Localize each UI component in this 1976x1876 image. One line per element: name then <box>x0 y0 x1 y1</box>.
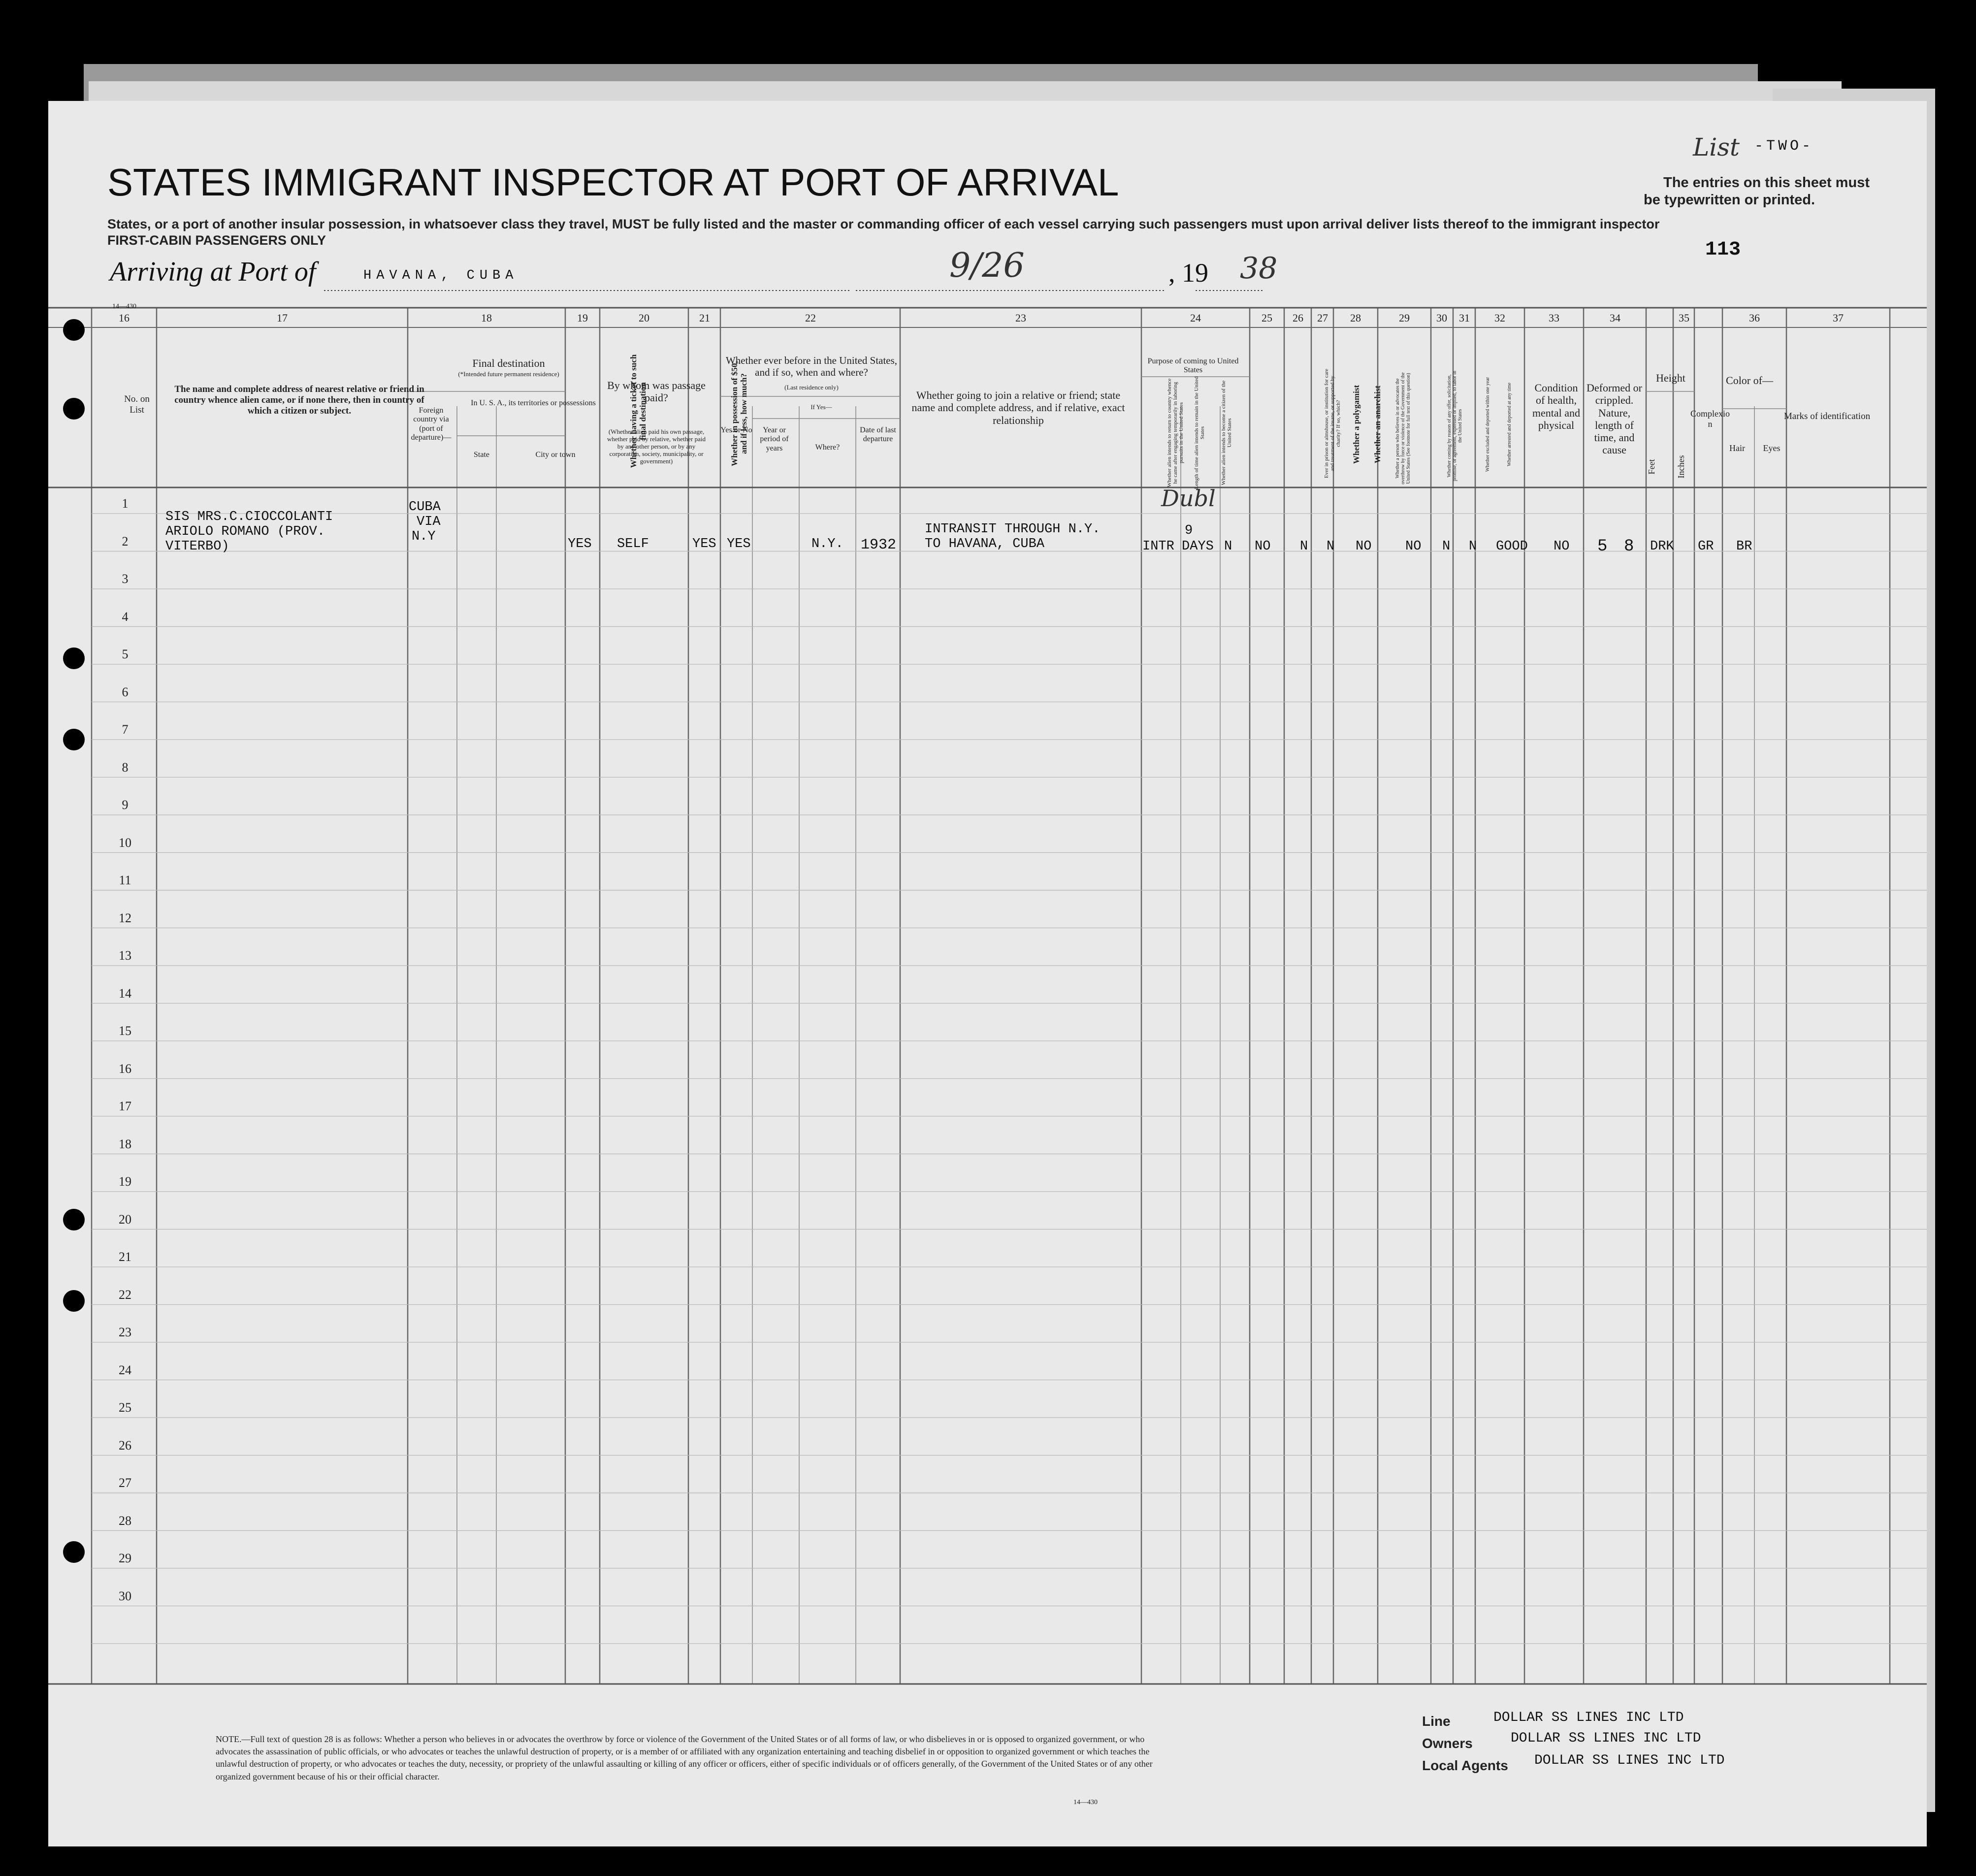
row-number: 11 <box>119 873 131 887</box>
entry-c22-where: N.Y. <box>811 537 843 551</box>
agents-label: Local Agents <box>1422 1758 1508 1773</box>
header-c36-title: Color of— <box>1726 374 1773 387</box>
column-number: 19 <box>577 312 588 324</box>
row-number: 14 <box>119 986 131 1001</box>
list-label: List <box>1693 133 1740 162</box>
punch-hole <box>63 647 85 669</box>
entry-c21: YES <box>692 537 716 551</box>
header-c26: Whether a polygamist <box>1352 385 1361 464</box>
punch-hole <box>63 729 85 750</box>
entry-c27: N <box>1327 539 1335 554</box>
entry-c25: NO <box>1255 539 1271 554</box>
column-number: 33 <box>1549 312 1559 324</box>
row-number: 26 <box>119 1438 131 1453</box>
header-c22-title: Whether ever before in the United States, and if so, when and where? <box>725 355 898 379</box>
punch-hole <box>63 398 85 420</box>
row-number: 3 <box>122 572 129 586</box>
column-number: 16 <box>119 312 130 324</box>
line-label: Line <box>1422 1714 1451 1729</box>
column-number: 29 <box>1399 312 1410 324</box>
header-c16: No. on List <box>124 394 150 415</box>
entry-c26: N <box>1300 539 1308 554</box>
entry-c24-handwritten: Dubl <box>1161 485 1216 512</box>
punch-hole <box>63 1290 85 1312</box>
header-c34-title: Height <box>1656 372 1685 384</box>
header-c36-eyes: Eyes <box>1763 443 1781 453</box>
column-number: 26 <box>1293 312 1303 324</box>
entry-c23-line2: TO HAVANA, CUBA <box>925 537 1045 551</box>
header-c24-a: Whether alien intends to return to country whence he came after engaging temporarily in laboring pursuits in the United States <box>1166 378 1185 487</box>
row-number: 24 <box>119 1362 131 1377</box>
column-number: 30 <box>1436 312 1447 324</box>
header-c27: Whether an anarchist <box>1373 385 1382 464</box>
arriving-label: Arriving at Port of <box>110 257 316 287</box>
header-c34-feet: Feet <box>1647 459 1656 475</box>
entry-c18-line3: N.Y <box>412 529 436 544</box>
header-c22-where: Where? <box>815 443 840 452</box>
header-c22-note: (Last residence only) <box>784 384 839 391</box>
row-number: 2 <box>122 534 129 549</box>
row-number: 22 <box>119 1287 131 1302</box>
row-number: 8 <box>122 760 129 775</box>
header-c37: Marks of identification <box>1783 411 1871 421</box>
column-number: 21 <box>699 312 710 324</box>
column-number: 28 <box>1350 312 1361 324</box>
header-c20-title: By whom was passage paid? <box>607 379 706 404</box>
header-c35: Complexion <box>1690 409 1730 429</box>
entry-c29: NO <box>1405 539 1422 554</box>
column-number: 37 <box>1833 312 1844 324</box>
punch-hole <box>63 1209 85 1230</box>
header-c23: Whether going to join a relative or friend; state name and complete address, and if relative, exact relationship <box>911 389 1125 426</box>
entries-note-line2: be typewritten or printed. <box>1644 192 1815 208</box>
header-c36-hair: Hair <box>1729 443 1745 453</box>
row-number: 7 <box>122 722 129 737</box>
row-number: 4 <box>122 609 129 624</box>
row-number: 20 <box>119 1212 131 1227</box>
header-c24-c: Whether alien intends to become a citizen of the United States <box>1221 380 1233 485</box>
header-c25: Ever in prison or almshouse, or institution for care and treatment of the insane, or supported by charity? If so, which? <box>1324 368 1342 479</box>
list-value: -TWO- <box>1754 138 1814 155</box>
manifest-sheet <box>48 101 1927 1846</box>
row-number: 28 <box>119 1513 131 1528</box>
header-c34-inches: Inches <box>1676 455 1686 479</box>
entry-c17-line2: ARIOLO ROMANO (PROV. <box>165 524 325 539</box>
header-c30: Whether excluded and deported within one year <box>1485 377 1490 472</box>
owners-label: Owners <box>1422 1736 1473 1751</box>
entry-c24-a: INTR <box>1142 539 1174 554</box>
entry-c34-feet: 5 <box>1597 537 1608 556</box>
entry-c36-hair: GR <box>1698 539 1714 554</box>
entry-c18-line1: CUBA <box>409 500 441 515</box>
header-c18-note: (*Intended future permanent residence) <box>458 370 559 378</box>
year-prefix: , 19 <box>1168 258 1208 288</box>
form-code-top: 14—430 <box>112 303 136 310</box>
entry-c22-yes: YES <box>727 537 751 551</box>
subtitle-line1: States, or a port of another insular possession, in whatsoever class they travel, MUST be fully listed and the master or commanding officer of each vessel carrying such passengers must upon arrival deliver lists thereof to the immigrant inspector <box>107 217 1660 231</box>
footer-note: NOTE.—Full text of question 28 is as follows: Whether a person who believes in or advocates the overthrow by force or violence of the Government of the United States or of all forms of law, or who disbelieves in or is opposed to organized government, or who advocates the assassination of public officials, or who advocates or teaches the unlawful destruction of property, or is a member of or affiliated with any organization entertaining and teaching disbelief in or opposition to organized government or which teaches the unlawful destruction of property, or who advocates or teaches the duty, necessity, or propriety of the unlawful assaulting or killing of any officer or officers, either of specific individuals or of officers generally, of the Government of the United States or of any other organized government because of his or their official character. <box>216 1734 1153 1781</box>
header-c21: Whether in possession of $50, and if less, how much? <box>730 361 748 466</box>
row-number: 5 <box>122 647 129 661</box>
owners-value: DOLLAR SS LINES INC LTD <box>1511 1731 1701 1746</box>
column-number: 31 <box>1459 312 1470 324</box>
row-number: 6 <box>122 684 129 699</box>
entry-c24-num: 9 <box>1185 523 1193 538</box>
entry-c30: N <box>1442 539 1451 554</box>
header-c18-usa: In U. S. A., its territories or possessions <box>471 399 596 407</box>
entry-c36-eyes: BR <box>1736 539 1752 554</box>
header-c22-ifyes: If Yes— <box>810 403 832 411</box>
entry-c32: GOOD <box>1496 539 1528 554</box>
row-number: 18 <box>119 1136 131 1151</box>
entry-c35: DRK <box>1650 539 1674 554</box>
subtitle-line2: FIRST-CABIN PASSENGERS ONLY <box>107 233 326 248</box>
header-c33: Deformed or crippled. Nature, length of time, and cause <box>1586 382 1642 456</box>
header-c24-b: Length of time alien intends to remain in the United States <box>1194 376 1206 489</box>
entry-c24-b: DAYS <box>1182 539 1214 554</box>
column-number: 17 <box>277 312 288 324</box>
header-c20-note: (Whether alien paid his own passage, whether paid by relative, whether paid by any other person, or by any corporation, society, municipality, or government) <box>607 428 706 465</box>
footer-form-code: 14—430 <box>1073 1799 1098 1806</box>
row-number: 29 <box>119 1551 131 1565</box>
header-c19: Whether having a ticket to such final destination <box>629 354 648 468</box>
header-c29: Whether coming by reason of any offer, solicitation, promise, or agreement, expressed or implied, to labor in the United States <box>1447 370 1463 482</box>
port-value: HAVANA, CUBA <box>363 268 518 283</box>
entry-c24-c: N <box>1224 539 1232 554</box>
entry-c31: N <box>1469 539 1477 554</box>
header-c18-city: City or town <box>535 451 576 459</box>
row-number: 23 <box>119 1325 131 1339</box>
row-number: 16 <box>119 1061 131 1076</box>
arrival-date: 9/26 <box>949 246 1025 285</box>
row-number: 12 <box>119 910 131 925</box>
agents-value: DOLLAR SS LINES INC LTD <box>1534 1753 1725 1768</box>
column-number: 20 <box>639 312 649 324</box>
entry-c19: YES <box>568 537 592 551</box>
entry-c17-line3: VITERBO) <box>165 539 229 554</box>
column-number: 34 <box>1610 312 1620 324</box>
column-number: 24 <box>1190 312 1201 324</box>
column-number: 22 <box>805 312 816 324</box>
year-suffix: 38 <box>1240 251 1278 286</box>
column-number: 18 <box>481 312 492 324</box>
column-number: 25 <box>1262 312 1272 324</box>
entry-c23-line1: INTRANSIT THROUGH N.Y. <box>925 522 1101 537</box>
header-c22-date: Date of last departure <box>860 426 896 444</box>
row-number: 15 <box>119 1024 131 1038</box>
header-c31: Whether arrested and deported at any time <box>1507 383 1512 466</box>
row-number: 27 <box>119 1476 131 1490</box>
column-number: 27 <box>1317 312 1328 324</box>
header-c32: Condition of health, mental and physical <box>1532 382 1581 431</box>
header-c17: The name and complete address of nearest relative or friend in country whence alien came, or if none there, then in country of which a citizen or subject. <box>174 384 424 416</box>
entry-c22-date: 1932 <box>861 537 897 553</box>
entry-c20: SELF <box>617 537 649 551</box>
header-c24-title: Purpose of coming to United States <box>1147 357 1239 375</box>
column-number: 36 <box>1749 312 1760 324</box>
entry-c34-inches: 8 <box>1624 537 1634 556</box>
sheet-number: 113 <box>1705 239 1741 261</box>
header-c22-yesno: Yes or No <box>720 426 752 434</box>
row-number: 30 <box>119 1588 131 1603</box>
row-number: 19 <box>119 1174 131 1189</box>
column-number: 32 <box>1494 312 1505 324</box>
column-number: 35 <box>1679 312 1689 324</box>
line-value: DOLLAR SS LINES INC LTD <box>1493 1710 1684 1725</box>
row-number: 1 <box>122 496 129 511</box>
row-number: 9 <box>122 798 129 812</box>
row-number: 10 <box>119 835 131 850</box>
row-number: 17 <box>119 1099 131 1113</box>
header-c28: Whether a person who believes in or advocates the overthrow by force or violence of the Government of the United States (See footnote for full text of this question) <box>1395 372 1411 485</box>
page-title: STATES IMMIGRANT INSPECTOR AT PORT OF ARRIVAL <box>107 161 1119 204</box>
header-c18-title: Final destination <box>472 357 545 369</box>
row-number: 13 <box>119 948 131 963</box>
entry-c28: NO <box>1356 539 1372 554</box>
column-number: 23 <box>1015 312 1026 324</box>
header-c18-state: State <box>474 451 489 459</box>
entries-note-line1: The entries on this sheet must <box>1663 175 1870 191</box>
entry-c18-line2: VIA <box>417 515 441 529</box>
entry-c17-line1: SIS MRS.C.CIOCCOLANTI <box>165 510 333 524</box>
entry-c33: NO <box>1554 539 1570 554</box>
row-number: 21 <box>119 1250 131 1264</box>
row-number: 25 <box>119 1400 131 1415</box>
header-c18-foreign: Foreign country via (port of departure)— <box>411 406 452 442</box>
form-grid <box>48 101 1927 1846</box>
punch-hole <box>63 319 85 341</box>
punch-hole <box>63 1541 85 1563</box>
header-c22-year: Year or period of years <box>760 426 789 453</box>
